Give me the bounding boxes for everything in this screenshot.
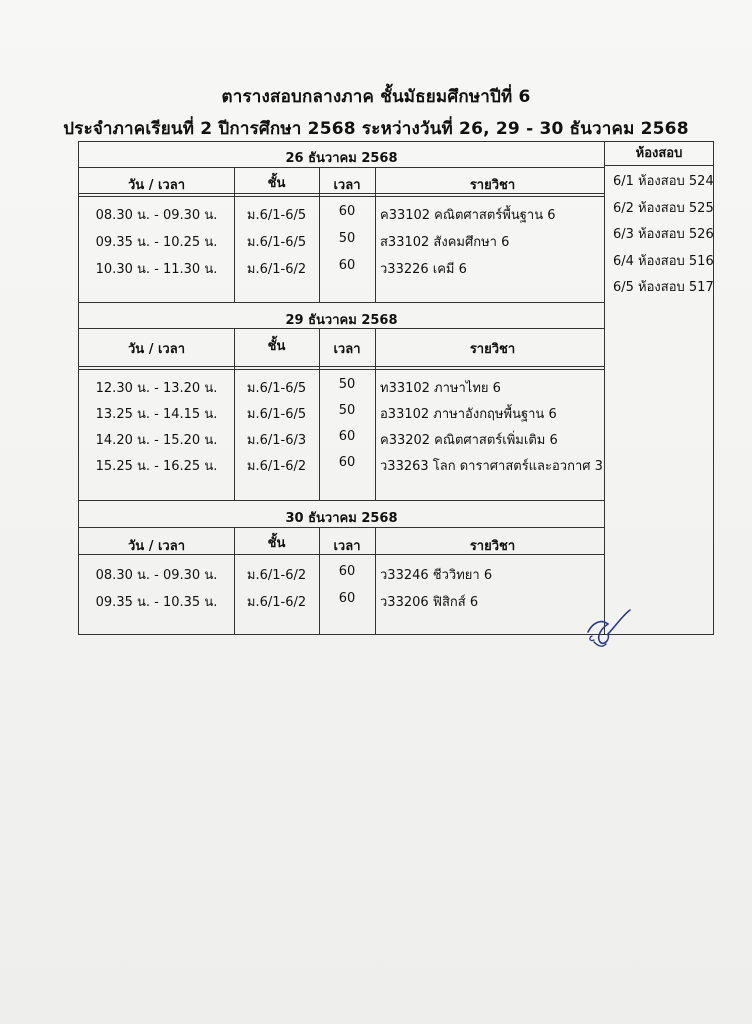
cell-class: ม.6/1-6/5	[246, 235, 307, 250]
column-divider	[234, 527, 235, 635]
table-divider	[79, 193, 604, 194]
cell-subject: ว33226 เคมี 6	[380, 262, 467, 277]
exam-room-item: 6/4 ห้องสอบ 516	[613, 253, 714, 269]
exam-room-panel	[604, 141, 714, 635]
cell-class: ม.6/1-6/2	[246, 459, 307, 474]
table-divider	[79, 500, 604, 501]
table-divider	[79, 366, 604, 367]
col-head-class: ชั้น	[267, 176, 286, 191]
cell-subject: ท33102 ภาษาไทย 6	[380, 381, 501, 396]
cell-duration: 50	[338, 231, 356, 246]
cell-subject: อ33102 ภาษาอังกฤษพื้นฐาน 6	[380, 407, 557, 422]
col-head-class: ชั้น	[267, 339, 286, 354]
cell-duration: 60	[338, 455, 356, 470]
cell-class: ม.6/1-6/5	[246, 208, 307, 223]
cell-time: 12.30 น. - 13.20 น.	[95, 381, 218, 396]
cell-class: ม.6/1-6/2	[246, 568, 307, 583]
cell-subject: ว33263 โลก ดาราศาสตร์และอวกาศ 3	[380, 459, 603, 474]
cell-class: ม.6/1-6/5	[246, 407, 307, 422]
col-head-subject: รายวิชา	[469, 342, 516, 357]
cell-time: 10.30 น. - 11.30 น.	[95, 262, 218, 277]
exam-room-title: ห้องสอบ	[605, 142, 713, 166]
cell-subject: ส33102 สังคมศึกษา 6	[380, 235, 510, 250]
table-divider	[79, 167, 604, 168]
column-divider	[319, 328, 320, 500]
col-head-duration: เวลา	[333, 342, 361, 357]
cell-time: 09.35 น. - 10.35 น.	[95, 595, 218, 610]
column-divider	[375, 328, 376, 500]
cell-duration: 60	[338, 429, 356, 444]
col-head-subject: รายวิชา	[469, 178, 516, 193]
signature-mark	[578, 602, 638, 652]
cell-class: ม.6/1-6/5	[246, 381, 307, 396]
cell-duration: 60	[338, 204, 356, 219]
column-divider	[234, 167, 235, 302]
cell-subject: ว33206 ฟิสิกส์ 6	[380, 595, 479, 610]
cell-time: 14.20 น. - 15.20 น.	[95, 433, 218, 448]
cell-duration: 60	[338, 591, 356, 606]
table-divider	[79, 196, 604, 197]
exam-room-item: 6/1 ห้องสอบ 524	[613, 174, 714, 189]
cell-subject: ว33246 ชีววิทยา 6	[380, 568, 493, 583]
col-head-class: ชั้น	[267, 536, 286, 551]
table-divider	[79, 328, 604, 329]
table-divider	[79, 369, 604, 370]
document-subtitle: ประจำภาคเรียนที่ 2 ปีการศึกษา 2568 ระหว่างวันที่ 26, 29 - 30 ธันวาคม 2568	[63, 119, 689, 139]
cell-subject: ค33202 คณิตศาสตร์เพิ่มเติม 6	[380, 433, 558, 448]
cell-time: 09.35 น. - 10.25 น.	[95, 235, 218, 250]
day-title-29: 29 ธันวาคม 2568	[285, 313, 398, 328]
cell-time: 08.30 น. - 09.30 น.	[95, 568, 218, 583]
column-divider	[375, 527, 376, 635]
exam-room-list	[613, 170, 714, 303]
exam-room-item: 6/3 ห้องสอบ 526	[613, 227, 714, 242]
col-head-time: วัน / เวลา	[128, 178, 185, 193]
column-divider	[319, 167, 320, 302]
column-divider	[319, 527, 320, 635]
day-title-30: 30 ธันวาคม 2568	[285, 511, 398, 526]
cell-time: 08.30 น. - 09.30 น.	[95, 208, 218, 223]
cell-time: 15.25 น. - 16.25 น.	[95, 459, 218, 474]
cell-time: 13.25 น. - 14.15 น.	[95, 407, 218, 422]
column-divider	[375, 167, 376, 302]
table-divider	[79, 527, 604, 528]
exam-room-item: 6/5 ห้องสอบ 517	[613, 280, 714, 295]
cell-duration: 60	[338, 564, 356, 579]
document-title: ตารางสอบกลางภาค ชั้นมัธยมศึกษาปีที่ 6	[221, 87, 531, 107]
cell-subject: ค33102 คณิตศาสตร์พื้นฐาน 6	[380, 208, 556, 223]
cell-class: ม.6/1-6/2	[246, 262, 307, 277]
col-head-time: วัน / เวลา	[128, 539, 185, 554]
col-head-subject: รายวิชา	[469, 539, 516, 554]
table-divider	[79, 302, 604, 303]
day-title-26: 26 ธันวาคม 2568	[285, 151, 398, 166]
cell-duration: 50	[338, 377, 356, 392]
cell-duration: 60	[338, 258, 356, 273]
cell-class: ม.6/1-6/2	[246, 595, 307, 610]
cell-class: ม.6/1-6/3	[246, 433, 307, 448]
column-divider	[234, 328, 235, 500]
table-divider	[79, 554, 604, 555]
exam-room-item: 6/2 ห้องสอบ 525	[613, 200, 714, 216]
cell-duration: 50	[338, 403, 356, 418]
exam-schedule-table	[78, 141, 605, 635]
col-head-duration: เวลา	[333, 178, 361, 193]
col-head-duration: เวลา	[333, 539, 361, 554]
col-head-time: วัน / เวลา	[128, 342, 185, 357]
